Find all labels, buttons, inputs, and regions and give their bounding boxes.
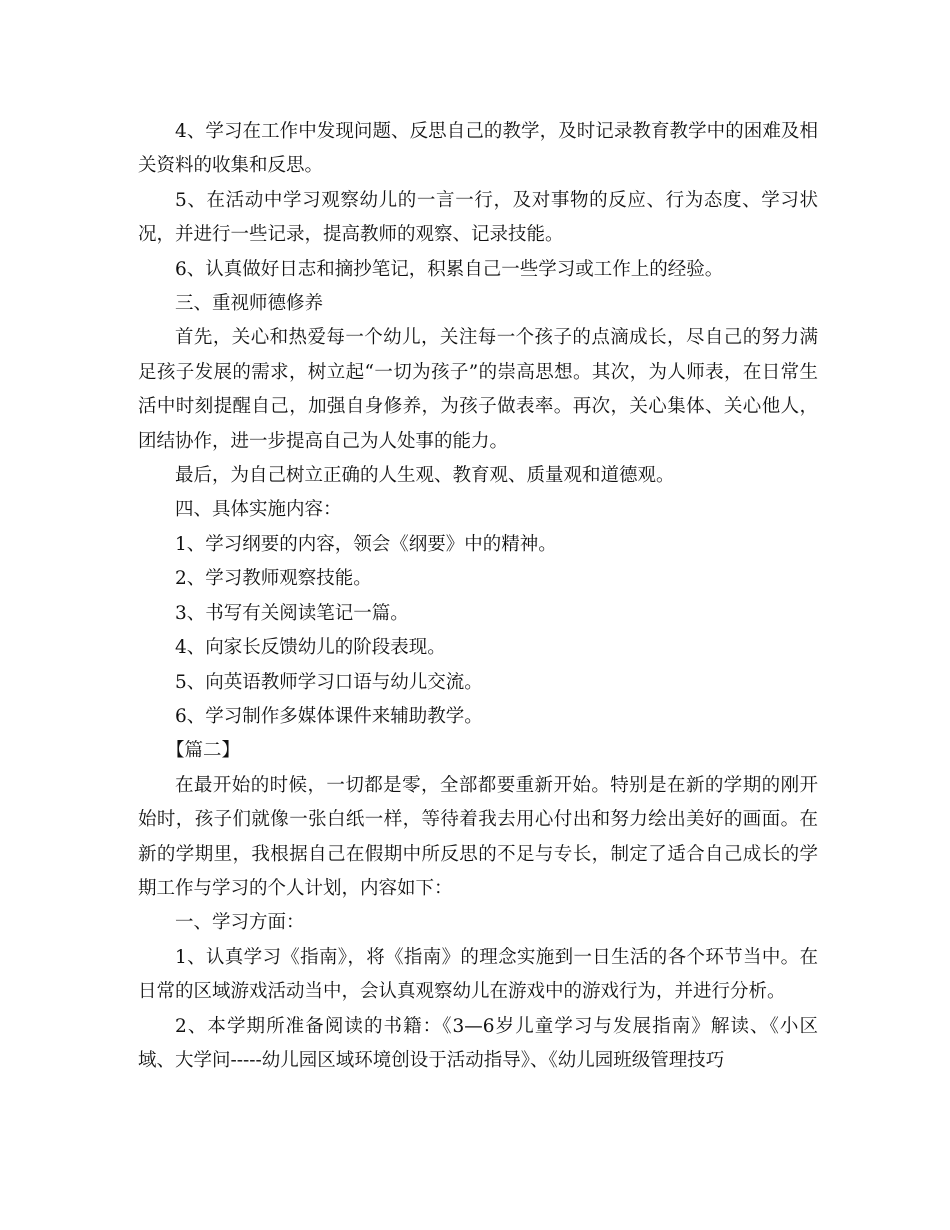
paragraph: 在最开始的时候，一切都是零，全部都要重新开始。特别是在新的学期的刚开始时，孩子们就像一张白纸一样，等待着我去用心付出和努力绘出美好的画面。在新的学期里，我根据自己在假期中所反思的不足与专长，制定了适合自己成长的学期工作与学习的个人计划，内容如下： <box>138 774 818 899</box>
list-item: 3、书写有关阅读笔记一篇。 <box>175 602 409 624</box>
paragraph: 1、认真学习《指南》，将《指南》的理念实施到一日生活的各个环节当中。在日常的区域游戏活动当中，会认真观察幼儿在游戏中的游戏行为，并进行分析。 <box>138 946 818 1003</box>
paragraph: 5、在活动中学习观察幼儿的一言一行，及对事物的反应、行为态度、学习状况，并进行一些记录，提高教师的观察、记录技能。 <box>138 189 818 246</box>
paragraph: 6、认真做好日志和摘抄笔记，积累自己一些学习或工作上的经验。 <box>175 258 724 280</box>
document-body <box>138 115 818 1078</box>
section-heading: 一、学习方面： <box>175 912 305 934</box>
list-item: 6、学习制作多媒体课件来辅助教学。 <box>175 705 483 727</box>
part-heading: 【篇二】 <box>166 740 241 762</box>
paragraph: 2、本学期所准备阅读的书籍：《3—6岁儿童学习与发展指南》解读、《小区域、大学问-----幼儿园区域环境创设于活动指导》、《幼儿园班级管理技巧 <box>138 1015 818 1071</box>
list-item: 5、向英语教师学习口语与幼儿交流。 <box>175 671 483 693</box>
paragraph: 4、学习在工作中发现问题、反思自己的教学，及时记录教育教学中的困难及相关资料的收集和反思。 <box>138 121 818 177</box>
paragraph: 最后，为自己树立正确的人生观、教育观、质量观和道德观。 <box>175 465 675 487</box>
list-item: 1、学习纲要的内容，领会《纲要》中的精神。 <box>175 533 557 555</box>
list-item: 2、学习教师观察技能。 <box>175 568 372 590</box>
section-heading: 四、具体实施内容： <box>175 499 342 521</box>
paragraph: 首先，关心和热爱每一个幼儿，关注每一个孩子的点滴成长，尽自己的努力满足孩子发展的需求，树立起“一切为孩子”的崇高思想。其次，为人师表，在日常生活中时刻提醒自己，加强自身修养，为孩子做表率。再次，关心集体、关心他人，团结协作，进一步提高自己为人处事的能力。 <box>138 327 818 452</box>
section-heading: 三、重视师德修养 <box>175 293 324 315</box>
list-item: 4、向家长反馈幼儿的阶段表现。 <box>175 637 446 659</box>
